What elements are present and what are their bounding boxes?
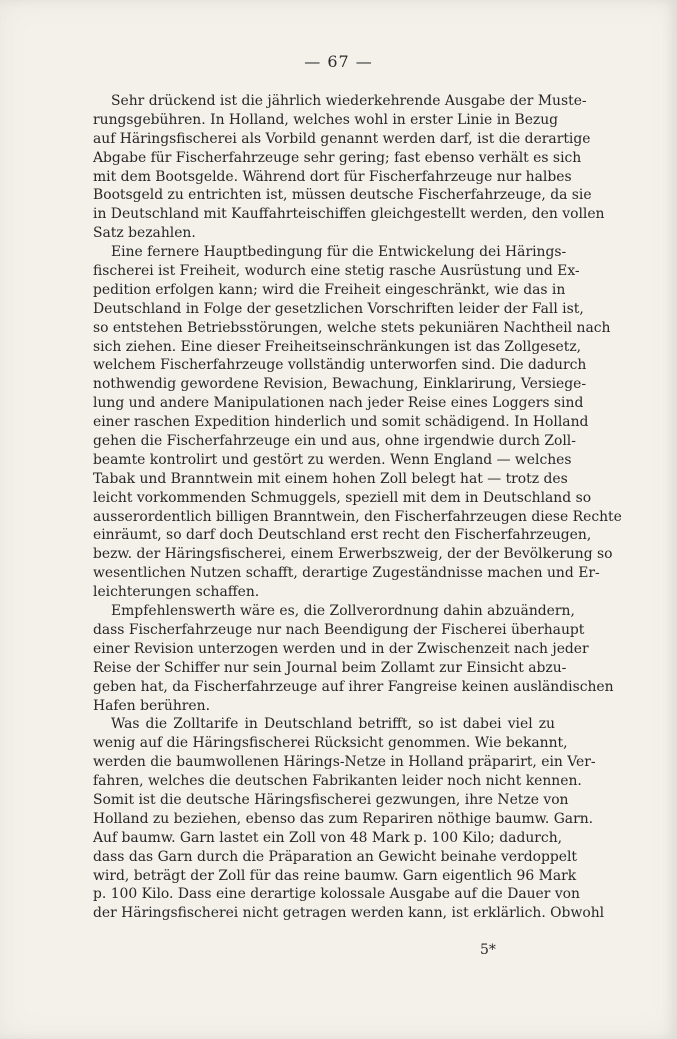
text-line: Sehr drückend ist die jährlich wiederkehrende Ausgabe der Muste-	[111, 93, 587, 109]
text-line: p. 100 Kilo. Dass eine derartige kolossale Ausgabe auf die Dauer von	[93, 886, 580, 903]
text-line: Abgabe für Fischerfahrzeuge sehr gering; fast ebenso verhält es sich	[93, 149, 582, 166]
text-line: fahren, welches die deutschen Fabrikanten leider noch nicht kennen.	[93, 773, 582, 790]
text-line: Satz bezahlen.	[93, 225, 196, 242]
text-line: wesentlichen Nutzen schafft, derartige Zugeständnisse machen und Er-	[93, 565, 600, 582]
text-line: Reise der Schiffer nur sein Journal beim Zollamt zur Einsicht abzu-	[93, 659, 567, 676]
text-line: Was die Zolltarife in Deutschland betrifft, so ist dabei viel zu	[111, 716, 555, 733]
text-line: auf Häringsfischerei als Vorbild genannt werden darf, ist die derartige	[93, 130, 591, 147]
text-line: in Deutschland mit Kauffahrteischiffen gleichgestellt werden, den vollen	[93, 206, 605, 223]
text-line: Holland zu beziehen, ebenso das zum Repariren nöthige baumw. Garn.	[93, 810, 594, 827]
text-line: Deutschland in Folge der gesetzlichen Vorschriften leider der Fall ist,	[93, 300, 584, 317]
text-line: leicht vorkommenden Schmuggels, speziell mit dem in Deutschland so	[93, 489, 592, 506]
text-line: dass das Garn durch die Präparation an Gewicht beinahe verdoppelt	[93, 848, 578, 865]
text-line: einer Revision unterzogen werden und in der Zwischenzeit nach jeder	[93, 640, 589, 657]
text-line: Eine fernere Hauptbedingung für die Entwickelung dei Härings-	[111, 244, 567, 261]
text-line: Bootsgeld zu entrichten ist, müssen deutsche Fischerfahrzeuge, da sie	[93, 187, 592, 204]
page-number: — 67 —	[304, 52, 373, 71]
text-line: rungsgebühren. In Holland, welches wohl in erster Linie in Bezug	[93, 111, 559, 128]
text-line: ausserordentlich billigen Branntwein, den Fischerfahrzeugen diese Rechte	[93, 508, 622, 525]
text-line: pedition erfolgen kann; wird die Freiheit eingeschränkt, wie das in	[93, 281, 566, 298]
text-line: leichterungen schaffen.	[93, 584, 260, 601]
text-line: wenig auf die Häringsfischerei Rücksicht genommen. Wie bekannt,	[93, 735, 568, 752]
body-text	[93, 92, 622, 923]
text-line: gehen die Fischerfahrzeuge ein und aus, ohne irgendwie durch Zoll-	[93, 433, 576, 450]
text-line: einräumt, so darf doch Deutschland erst recht den Fischerfahrzeugen,	[93, 527, 592, 544]
text-line: der Häringsfischerei nicht getragen werden kann, ist erklärlich. Obwohl	[93, 905, 605, 922]
text-line: so entstehen Betriebsstörungen, welche stets pekuniären Nachtheil nach	[93, 319, 611, 336]
text-line: beamte kontrolirt und gestört zu werden. Wenn England — welches	[93, 451, 572, 468]
text-line: fischerei ist Freiheit, wodurch eine stetig rasche Ausrüstung und Ex-	[93, 263, 580, 280]
text-line: lung und andere Manipulationen nach jeder Reise eines Loggers sind	[93, 395, 584, 412]
text-line: welchem Fischerfahrzeuge vollständig unterworfen sind. Die dadurch	[93, 357, 587, 374]
paragraph	[93, 243, 622, 602]
text-line: Tabak und Branntwein mit einem hohen Zoll belegt hat — trotz des	[93, 470, 568, 487]
text-line: nothwendig gewordene Revision, Bewachung, Einklarirung, Versiege-	[93, 376, 587, 393]
paragraph	[93, 715, 605, 923]
text-line: wird, beträgt der Zoll für das reine baumw. Garn eigentlich 96 Mark	[93, 867, 577, 884]
text-line: Hafen berühren.	[93, 697, 210, 714]
text-line: dass Fischerfahrzeuge nur nach Beendigung der Fischerei überhaupt	[93, 621, 585, 638]
text-line: mit dem Bootsgelde. Während dort für Fischerfahrzeuge nur halbes	[93, 168, 572, 185]
paragraph	[93, 602, 614, 715]
text-line: Somit ist die deutsche Häringsfischerei gezwungen, ihre Netze von	[93, 791, 569, 808]
text-line: Auf baumw. Garn lastet ein Zoll von 48 Mark p. 100 Kilo; dadurch,	[93, 829, 563, 846]
signature-mark: 5*	[480, 942, 496, 958]
text-line: einer raschen Expedition hinderlich und somit schädigend. In Holland	[93, 414, 589, 431]
text-line: bezw. der Häringsfischerei, einem Erwerbszweig, der der Bevölkerung so	[93, 546, 613, 563]
text-line: Empfehlenswerth wäre es, die Zollverordnung dahin abzuändern,	[111, 603, 575, 620]
paragraph	[93, 92, 605, 243]
text-line: geben hat, da Fischerfahrzeuge auf ihrer Fangreise keinen ausländischen	[93, 678, 614, 695]
text-line: werden die baumwollenen Härings-Netze in Holland präparirt, ein Ver-	[93, 754, 596, 771]
text-line: sich ziehen. Eine dieser Freiheitseinschränkungen ist das Zollgesetz,	[93, 338, 582, 355]
